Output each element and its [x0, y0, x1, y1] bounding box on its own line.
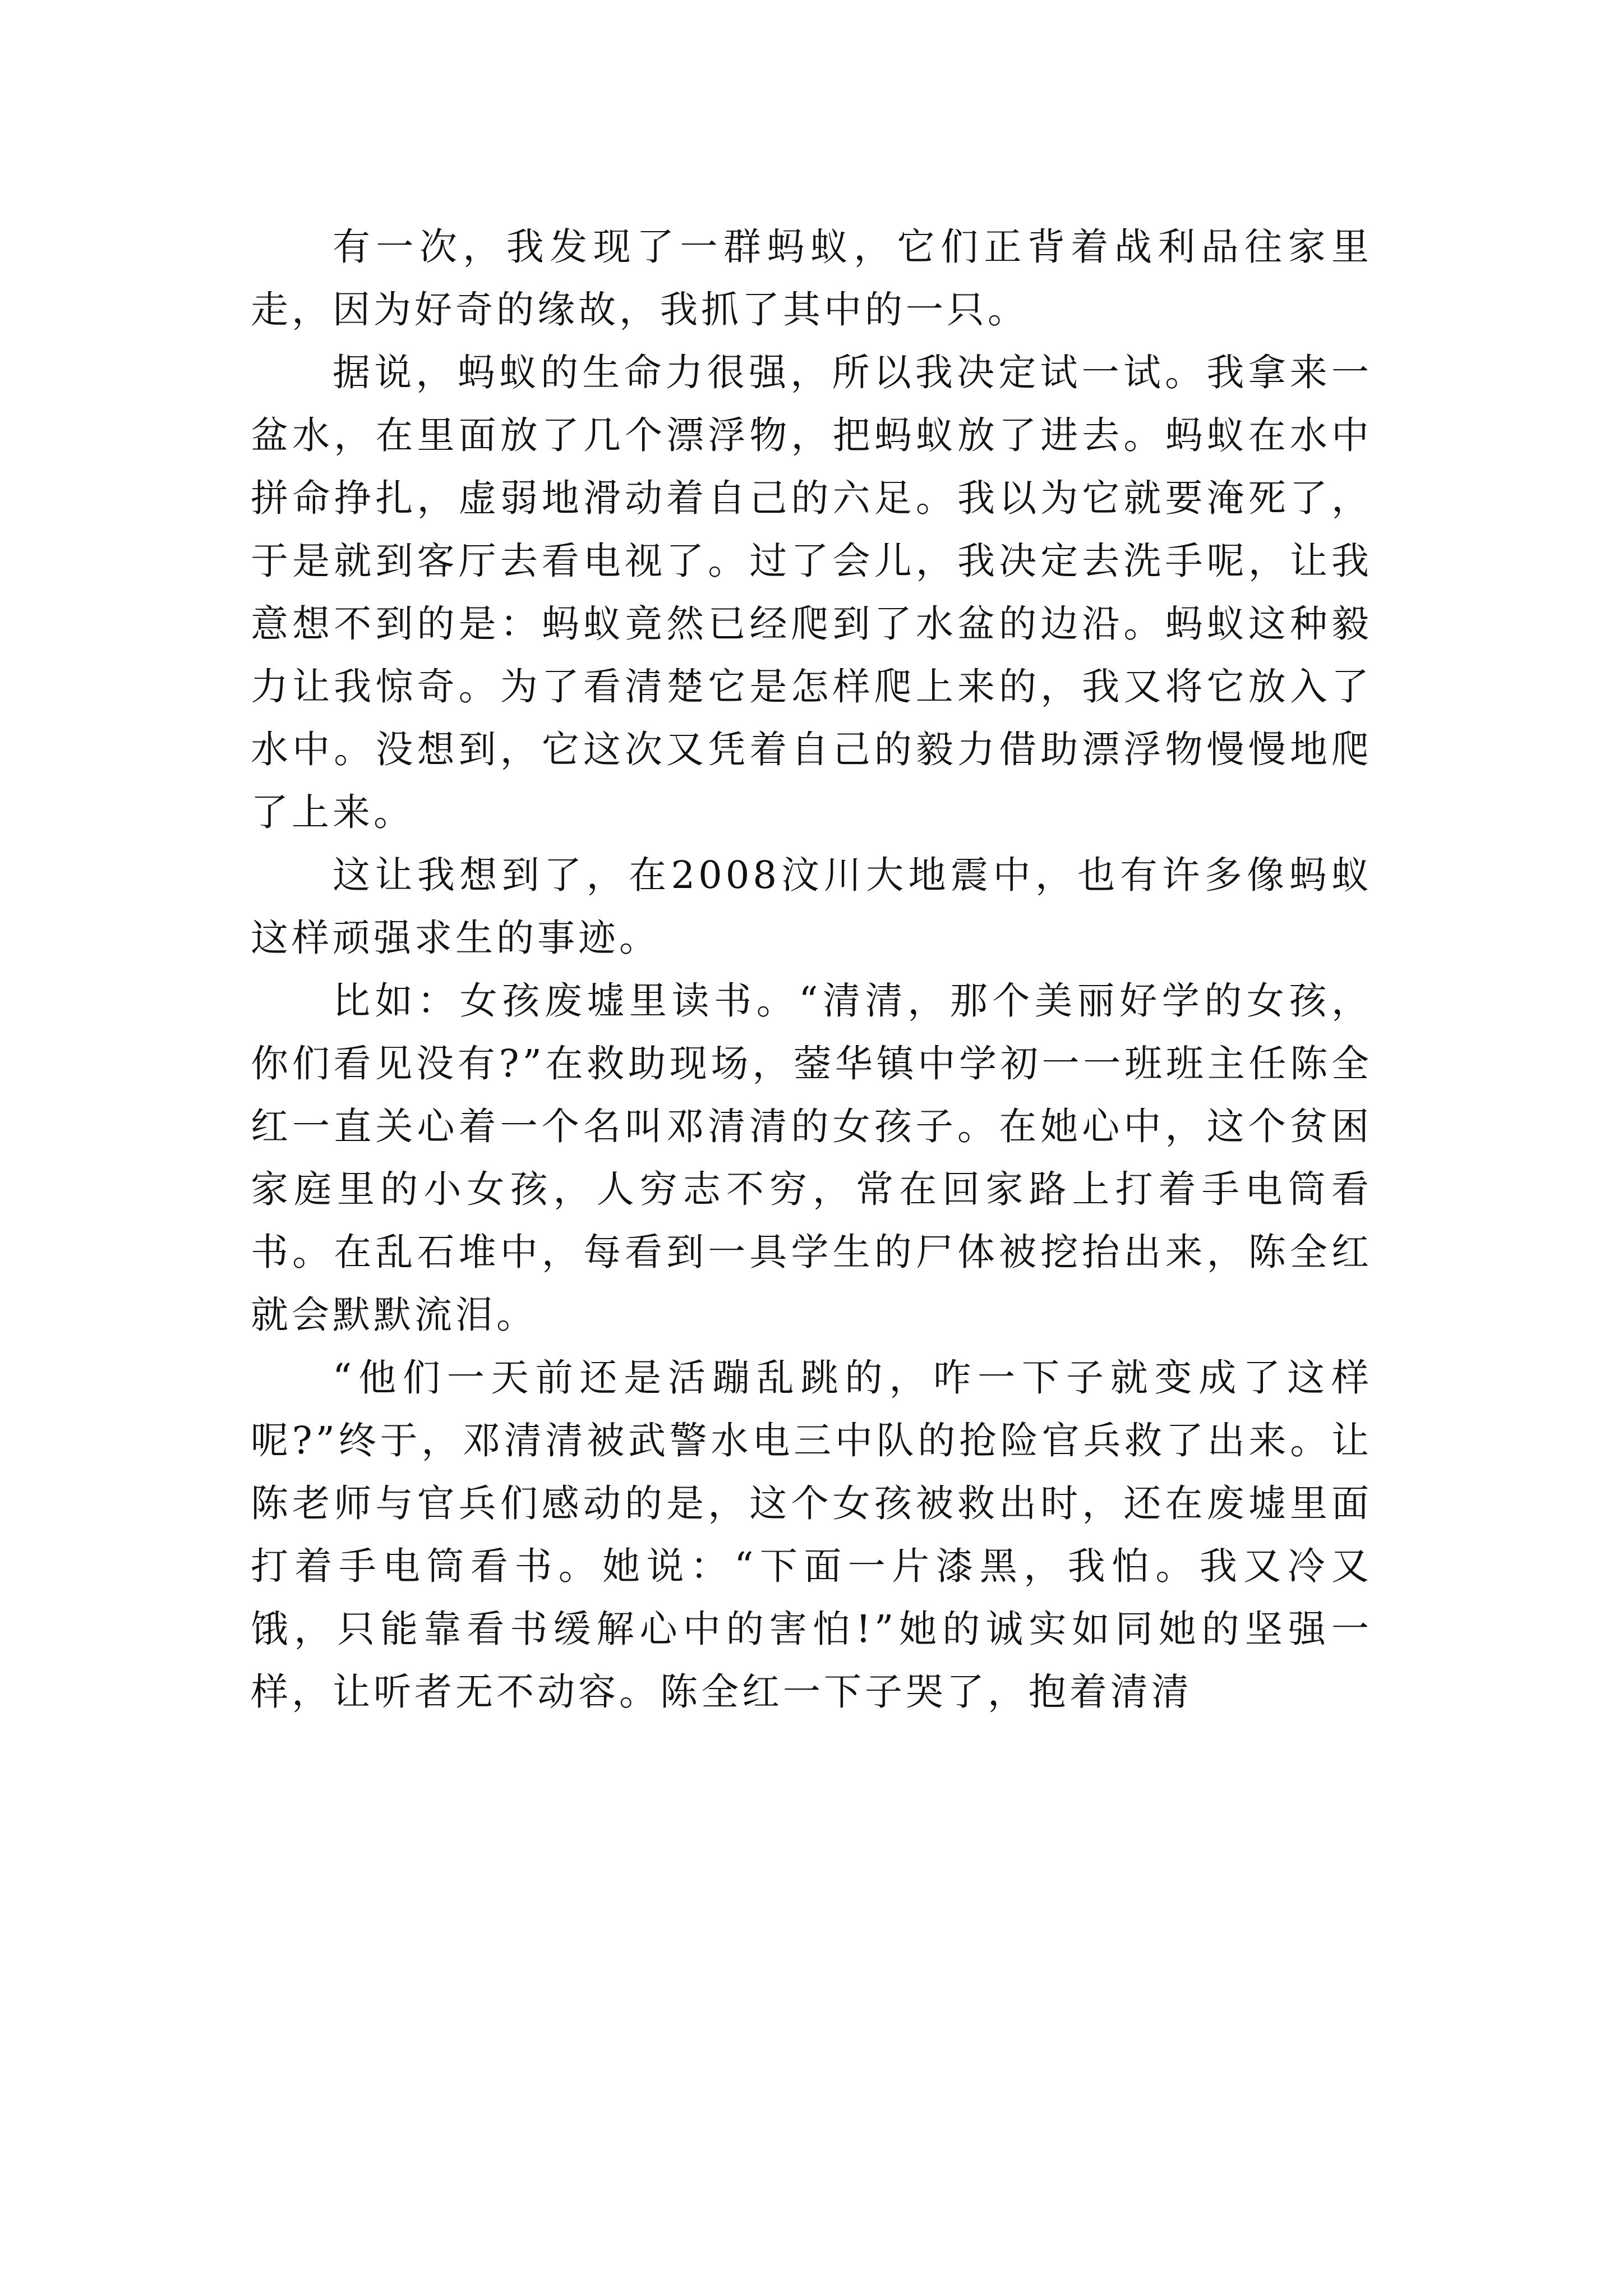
paragraph-girl-reading: 比如：女孩废墟里读书。“清清，那个美丽好学的女孩，你们看见没有?”在救助现场，蓥华镇中学初一一班班主任陈全红一直关心着一个名叫邓清清的女孩子。在她心中，这个贫困家庭里的小女孩，人穷志不穷，常在回家路上打着手电筒看书。在乱石堆中，每看到一具学生的尸体被挖抬出来，陈全红就会默默流泪。 [251, 979, 1372, 1337]
paragraph-earthquake: 这让我想到了，在2008汶川大地震中，也有许多像蚂蚁这样顽强求生的事迹。 [251, 853, 1372, 960]
paragraph-rescue: “他们一天前还是活蹦乱跳的，咋一下子就变成了这样呢?”终于，邓清清被武警水电三中队的抢险官兵救了出来。让陈老师与官兵们感动的是，这个女孩被救出时，还在废墟里面打着手电筒看书。她说：“下面一片漆黑，我怕。我又冷又饿，只能靠看书缓解心中的害怕!”她的诚实如同她的坚强一样，让听者无不动容。陈全红一下子哭了，抱着清清 [251, 1356, 1372, 1714]
document-body [251, 215, 1372, 1723]
paragraph-ant-experiment: 据说，蚂蚁的生命力很强，所以我决定试一试。我拿来一盆水，在里面放了几个漂浮物，把蚂蚁放了进去。蚂蚁在水中拼命挣扎，虚弱地滑动着自己的六足。我以为它就要淹死了，于是就到客厅去看电视了。过了会儿，我决定去洗手呢，让我意想不到的是：蚂蚁竟然已经爬到了水盆的边沿。蚂蚁这种毅力让我惊奇。为了看清楚它是怎样爬上来的，我又将它放入了水中。没想到，它这次又凭着自己的毅力借助漂浮物慢慢地爬了上来。 [251, 351, 1372, 834]
paragraph-ant-discovery: 有一次，我发现了一群蚂蚁，它们正背着战利品往家里走，因为好奇的缘故，我抓了其中的一只。 [251, 225, 1372, 332]
